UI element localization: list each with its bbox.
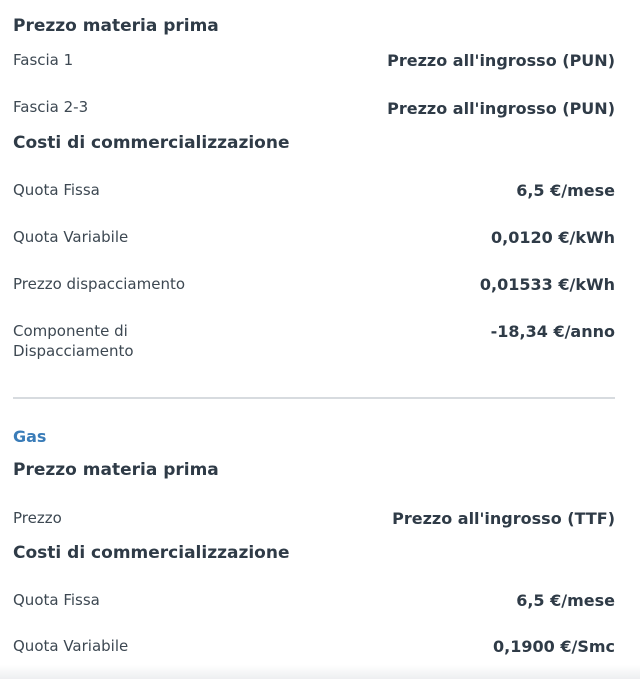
prezzo-dispacciamento-label: Prezzo dispacciamento <box>13 275 186 293</box>
prezzo-dispacciamento-value: 0,01533 €/kWh <box>479 275 615 294</box>
quota-variabile-label: Quota Variabile <box>13 228 129 246</box>
fascia-1-value: Prezzo all'ingrosso (PUN) <box>387 51 615 70</box>
gas-quota-fissa-value: 6,5 €/mese <box>516 591 615 610</box>
fascia-1-label: Fascia 1 <box>13 51 74 69</box>
gas-raw-material-title: Prezzo materia prima <box>13 460 219 480</box>
componente-dispacciamento-value: -18,34 €/anno <box>490 322 615 341</box>
gas-quota-fissa-label: Quota Fissa <box>13 591 100 609</box>
section-divider <box>13 397 615 399</box>
gas-quota-variabile-value: 0,1900 €/Smc <box>493 637 615 656</box>
gas-prezzo-label: Prezzo <box>13 509 62 527</box>
fascia-2-3-value: Prezzo all'ingrosso (PUN) <box>387 99 615 118</box>
gas-quota-variabile-label: Quota Variabile <box>13 637 129 655</box>
electricity-raw-material-title: Prezzo materia prima <box>13 16 219 36</box>
fascia-2-3-label: Fascia 2-3 <box>13 98 89 116</box>
gas-commercial-title: Costi di commercializzazione <box>13 543 290 563</box>
quota-fissa-value: 6,5 €/mese <box>516 181 615 200</box>
bottom-fade <box>0 665 640 679</box>
quota-variabile-value: 0,0120 €/kWh <box>491 228 615 247</box>
gas-prezzo-value: Prezzo all'ingrosso (TTF) <box>392 509 615 528</box>
quota-fissa-label: Quota Fissa <box>13 181 100 199</box>
gas-heading: Gas <box>13 427 47 446</box>
electricity-commercial-title: Costi di commercializzazione <box>13 133 290 153</box>
componente-dispacciamento-label: Componente di Dispacciamento <box>13 322 134 360</box>
